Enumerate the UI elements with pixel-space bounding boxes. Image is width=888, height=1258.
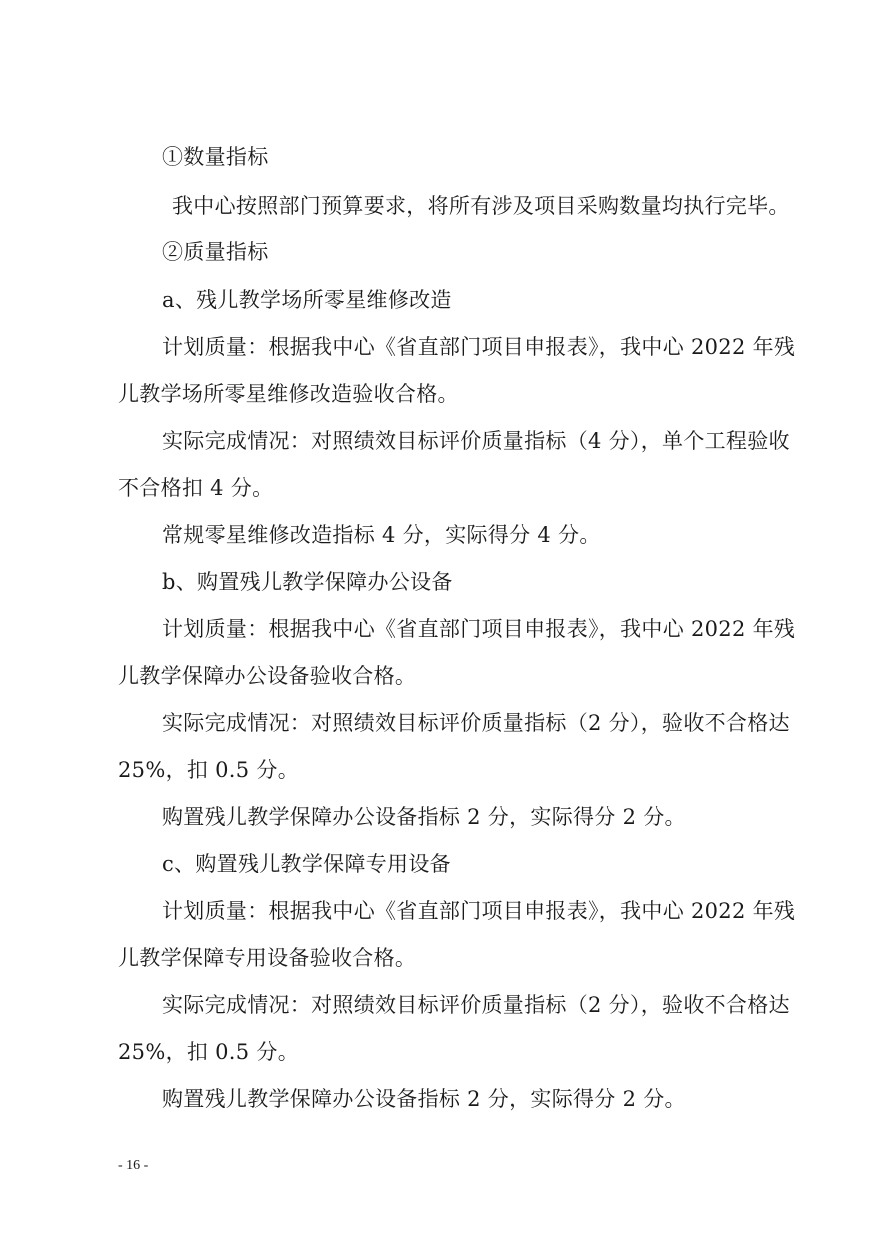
subheading-c: c、购置残儿教学保障专用设备 <box>162 852 451 876</box>
paragraph-line: 儿教学保障专用设备验收合格。 <box>118 946 417 970</box>
paragraph-line: 购置残儿教学保障办公设备指标 2 分，实际得分 2 分。 <box>162 1087 686 1111</box>
paragraph-line: 实际完成情况：对照绩效目标评价质量指标（4 分），单个工程验收 <box>162 429 790 453</box>
paragraph-line: 计划质量：根据我中心《省直部门项目申报表》，我中心 2022 年残 <box>162 335 796 359</box>
paragraph-line: 计划质量：根据我中心《省直部门项目申报表》，我中心 2022 年残 <box>162 617 796 641</box>
page-number: - 16 - <box>118 1158 149 1173</box>
paragraph-line: 我中心按照部门预算要求，将所有涉及项目采购数量均执行完毕。 <box>172 194 790 218</box>
paragraph-line: 常规零星维修改造指标 4 分，实际得分 4 分。 <box>162 523 601 547</box>
paragraph-line: 儿教学保障办公设备验收合格。 <box>118 664 417 688</box>
paragraph-line: 购置残儿教学保障办公设备指标 2 分，实际得分 2 分。 <box>162 805 686 829</box>
paragraph-line: 25%，扣 0.5 分。 <box>118 758 300 782</box>
subheading-b: b、购置残儿教学保障办公设备 <box>162 570 453 594</box>
subheading-a: a、残儿教学场所零星维修改造 <box>162 288 452 312</box>
heading-quantity-indicator: ①数量指标 <box>162 145 269 169</box>
heading-quality-indicator: ②质量指标 <box>162 240 269 264</box>
paragraph-line: 儿教学场所零星维修改造验收合格。 <box>118 382 459 406</box>
paragraph-line: 25%，扣 0.5 分。 <box>118 1040 300 1064</box>
paragraph-line: 实际完成情况：对照绩效目标评价质量指标（2 分），验收不合格达 <box>162 711 790 735</box>
paragraph-line: 计划质量：根据我中心《省直部门项目申报表》，我中心 2022 年残 <box>162 899 796 923</box>
paragraph-line: 不合格扣 4 分。 <box>118 476 274 500</box>
paragraph-line: 实际完成情况：对照绩效目标评价质量指标（2 分），验收不合格达 <box>162 993 790 1017</box>
